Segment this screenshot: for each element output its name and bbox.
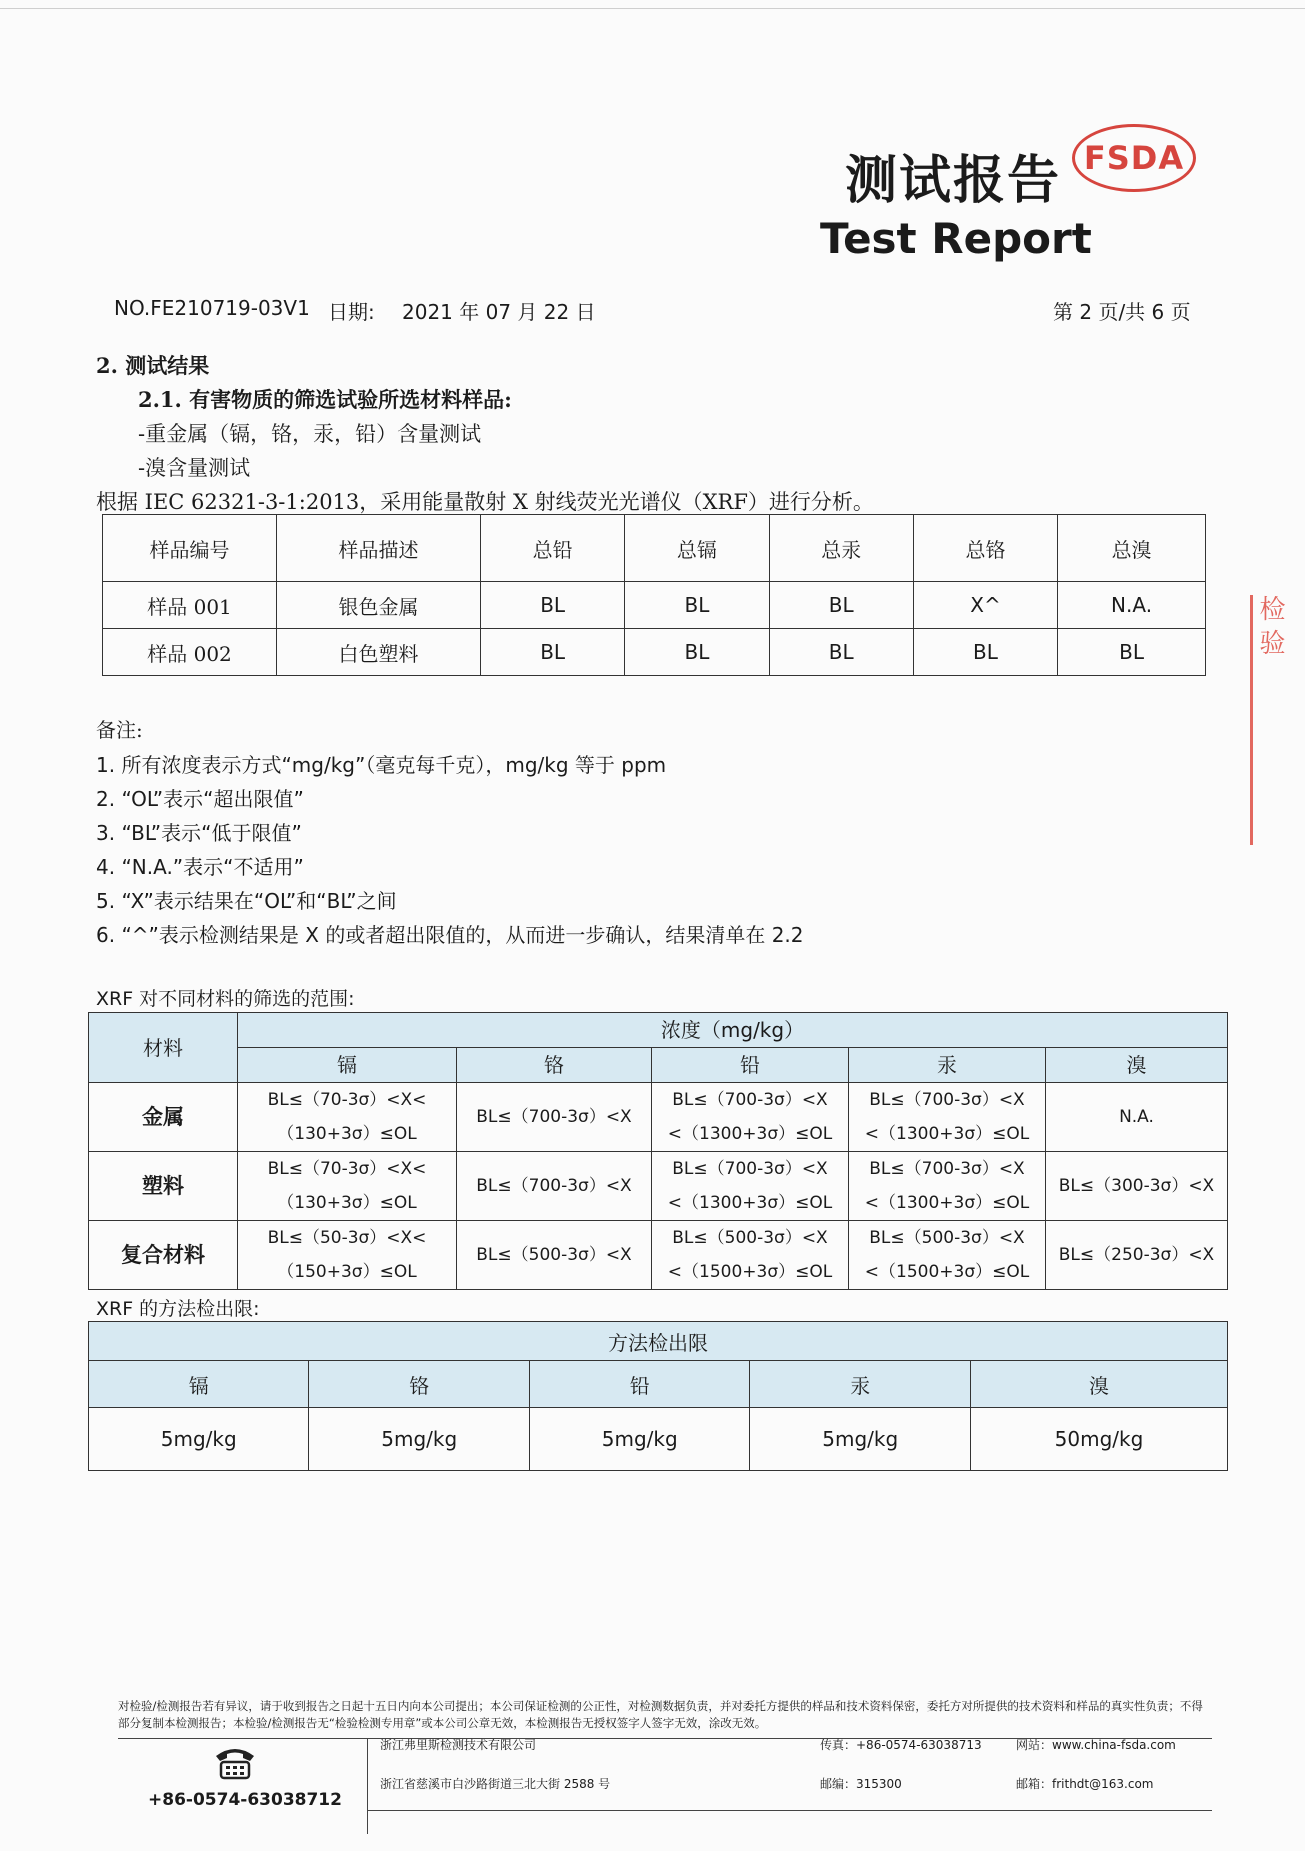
- table-row: [89, 1408, 1228, 1471]
- footer-vertical-divider: [367, 1738, 368, 1834]
- results-header-cell: 样品编号: [103, 515, 277, 582]
- footer-bottom-divider: [367, 1810, 1212, 1811]
- range-cell: BL≤（500-3σ）<X <（1500+3σ）≤OL: [652, 1221, 849, 1290]
- detection-header-row: [89, 1322, 1228, 1361]
- report-title-cn: 测试报告: [845, 150, 1062, 211]
- result-lead: BL: [481, 629, 625, 676]
- screening-header-row: [89, 1013, 1228, 1048]
- footer-disclaimer: 对检验/检测报告若有异议，请于收到报告之日起十五日内向本公司提出；本公司保证检测的公正性，对检测数据负责，并对委托方提供的样品和技术资料保密，委托方对所提供的技术资料和样品的真实性负责；不得部分复制本检测报告；本检验/检测报告无“检验检测专用章”或本公司公章无效，本检测报告无授权签字人签字无效，涂改无效。: [118, 1699, 1203, 1730]
- element-header: 铬: [309, 1361, 529, 1408]
- result-bromine: N.A.: [1058, 582, 1206, 629]
- test-item-heavy-metals: -重金属（镉，铬，汞，铅）含量测试: [138, 422, 482, 446]
- footer-company: 浙江弗里斯检测技术有限公司: [380, 1738, 537, 1752]
- element-header: 溴: [1046, 1048, 1228, 1083]
- element-header: 铬: [457, 1048, 652, 1083]
- screening-caption: XRF 对不同材料的筛选的范围:: [96, 988, 355, 1010]
- method-statement: 根据 IEC 62321-3-1:2013，采用能量散射 X 射线荧光光谱仪（XRF）进行分析。: [96, 490, 874, 514]
- range-cell: BL≤（500-3σ）<X <（1500+3σ）≤OL: [849, 1221, 1046, 1290]
- notes-title: 备注:: [96, 718, 143, 742]
- range-cell: BL≤（700-3σ）<X <（1300+3σ）≤OL: [849, 1152, 1046, 1221]
- results-header-cell: 样品描述: [277, 515, 481, 582]
- phone-icon: [212, 1744, 258, 1784]
- section-subheading: 2.1. 有害物质的筛选试验所选材料样品:: [138, 387, 512, 412]
- result-mercury: BL: [769, 629, 913, 676]
- side-seal-stamp: 检 验: [1250, 595, 1289, 845]
- material-name: 塑料: [89, 1152, 238, 1221]
- detection-limit-table: [88, 1321, 1228, 1471]
- detection-element-row: [89, 1361, 1228, 1408]
- note-item: 2. “OL”表示“超出限值”: [96, 787, 304, 811]
- element-header: 铅: [652, 1048, 849, 1083]
- section-heading: 2. 测试结果: [96, 353, 210, 378]
- detection-header: 方法检出限: [89, 1322, 1228, 1361]
- test-item-bromine: -溴含量测试: [138, 456, 251, 480]
- note-item: 6. “^”表示检测结果是 X 的或者超出限值的，从而进一步确认，结果清单在 2.2: [96, 923, 804, 947]
- result-chromium: BL: [913, 629, 1057, 676]
- sample-id: 样品 002: [103, 629, 277, 676]
- range-cell: BL≤（250-3σ）<X: [1046, 1221, 1228, 1290]
- notes-list: [96, 748, 804, 952]
- table-row: [89, 1221, 1228, 1290]
- report-title-en: Test Report: [820, 214, 1092, 263]
- results-header-cell: 总溴: [1058, 515, 1206, 582]
- result-chromium: X^: [913, 582, 1057, 629]
- element-header: 汞: [750, 1361, 970, 1408]
- date-value: 2021 年 07 月 22 日: [402, 300, 596, 324]
- range-cell: BL≤（700-3σ）<X <（1300+3σ）≤OL: [652, 1152, 849, 1221]
- results-header-cell: 总镉: [625, 515, 769, 582]
- element-header: 镉: [238, 1048, 457, 1083]
- results-table: [102, 514, 1206, 676]
- table-row: [89, 1152, 1228, 1221]
- footer-postcode: 邮编：315300: [820, 1777, 902, 1791]
- material-header: 材料: [89, 1013, 238, 1083]
- note-item: 3. “BL”表示“低于限值”: [96, 821, 302, 845]
- material-name: 复合材料: [89, 1221, 238, 1290]
- note-item: 5. “X”表示结果在“OL”和“BL”之间: [96, 889, 397, 913]
- range-cell: N.A.: [1046, 1083, 1228, 1152]
- range-cell: BL≤（700-3σ）<X: [457, 1083, 652, 1152]
- range-cell: BL≤（700-3σ）<X <（1300+3σ）≤OL: [849, 1083, 1046, 1152]
- footer-phone: +86-0574-63038712: [148, 1790, 342, 1810]
- top-edge-line: [0, 8, 1305, 9]
- result-mercury: BL: [769, 582, 913, 629]
- range-cell: BL≤（700-3σ）<X: [457, 1152, 652, 1221]
- results-header-cell: 总铅: [481, 515, 625, 582]
- element-header: 溴: [970, 1361, 1227, 1408]
- results-header-cell: 总铬: [913, 515, 1057, 582]
- detection-value: 50mg/kg: [970, 1408, 1227, 1471]
- page-info: 第 2 页/共 6 页: [1053, 300, 1191, 324]
- range-cell: BL≤（70-3σ）<X< （130+3σ）≤OL: [238, 1152, 457, 1221]
- table-row: [103, 582, 1206, 629]
- range-cell: BL≤（300-3σ）<X: [1046, 1152, 1228, 1221]
- footer-address: 浙江省慈溪市白沙路街道三北大街 2588 号: [380, 1777, 611, 1791]
- detection-value: 5mg/kg: [529, 1408, 749, 1471]
- footer-website: 网站：www.china-fsda.com: [1016, 1738, 1176, 1752]
- result-cadmium: BL: [625, 629, 769, 676]
- results-header-row: [103, 515, 1206, 582]
- sample-id: 样品 001: [103, 582, 277, 629]
- element-header: 镉: [89, 1361, 309, 1408]
- detection-value: 5mg/kg: [89, 1408, 309, 1471]
- sample-description: 银色金属: [277, 582, 481, 629]
- element-header: 汞: [849, 1048, 1046, 1083]
- range-cell: BL≤（70-3σ）<X< （130+3σ）≤OL: [238, 1083, 457, 1152]
- table-row: [89, 1083, 1228, 1152]
- note-item: 1. 所有浓度表示方式“mg/kg”（毫克每千克），mg/kg 等于 ppm: [96, 753, 667, 777]
- element-header: 铅: [529, 1361, 749, 1408]
- result-cadmium: BL: [625, 582, 769, 629]
- footer-fax: 传真：+86-0574-63038713: [820, 1738, 982, 1752]
- result-bromine: BL: [1058, 629, 1206, 676]
- sample-description: 白色塑料: [277, 629, 481, 676]
- range-cell: BL≤（50-3σ）<X< （150+3σ）≤OL: [238, 1221, 457, 1290]
- note-item: 4. “N.A.”表示“不适用”: [96, 855, 304, 879]
- concentration-header: 浓度（mg/kg）: [238, 1013, 1228, 1048]
- screening-range-table: [88, 1012, 1228, 1290]
- detection-value: 5mg/kg: [750, 1408, 970, 1471]
- element-header-row: [89, 1048, 1228, 1083]
- date-label: 日期:: [328, 300, 375, 324]
- table-row: [103, 629, 1206, 676]
- results-header-cell: 总汞: [769, 515, 913, 582]
- detection-value: 5mg/kg: [309, 1408, 529, 1471]
- range-cell: BL≤（500-3σ）<X: [457, 1221, 652, 1290]
- material-name: 金属: [89, 1083, 238, 1152]
- detection-caption: XRF 的方法检出限:: [96, 1298, 260, 1320]
- footer-email: 邮箱：frithdt@163.com: [1016, 1777, 1154, 1791]
- result-lead: BL: [481, 582, 625, 629]
- fsda-logo: FSDA: [1072, 124, 1196, 192]
- range-cell: BL≤（700-3σ）<X <（1300+3σ）≤OL: [652, 1083, 849, 1152]
- report-number: NO.FE210719-03V1: [114, 296, 310, 320]
